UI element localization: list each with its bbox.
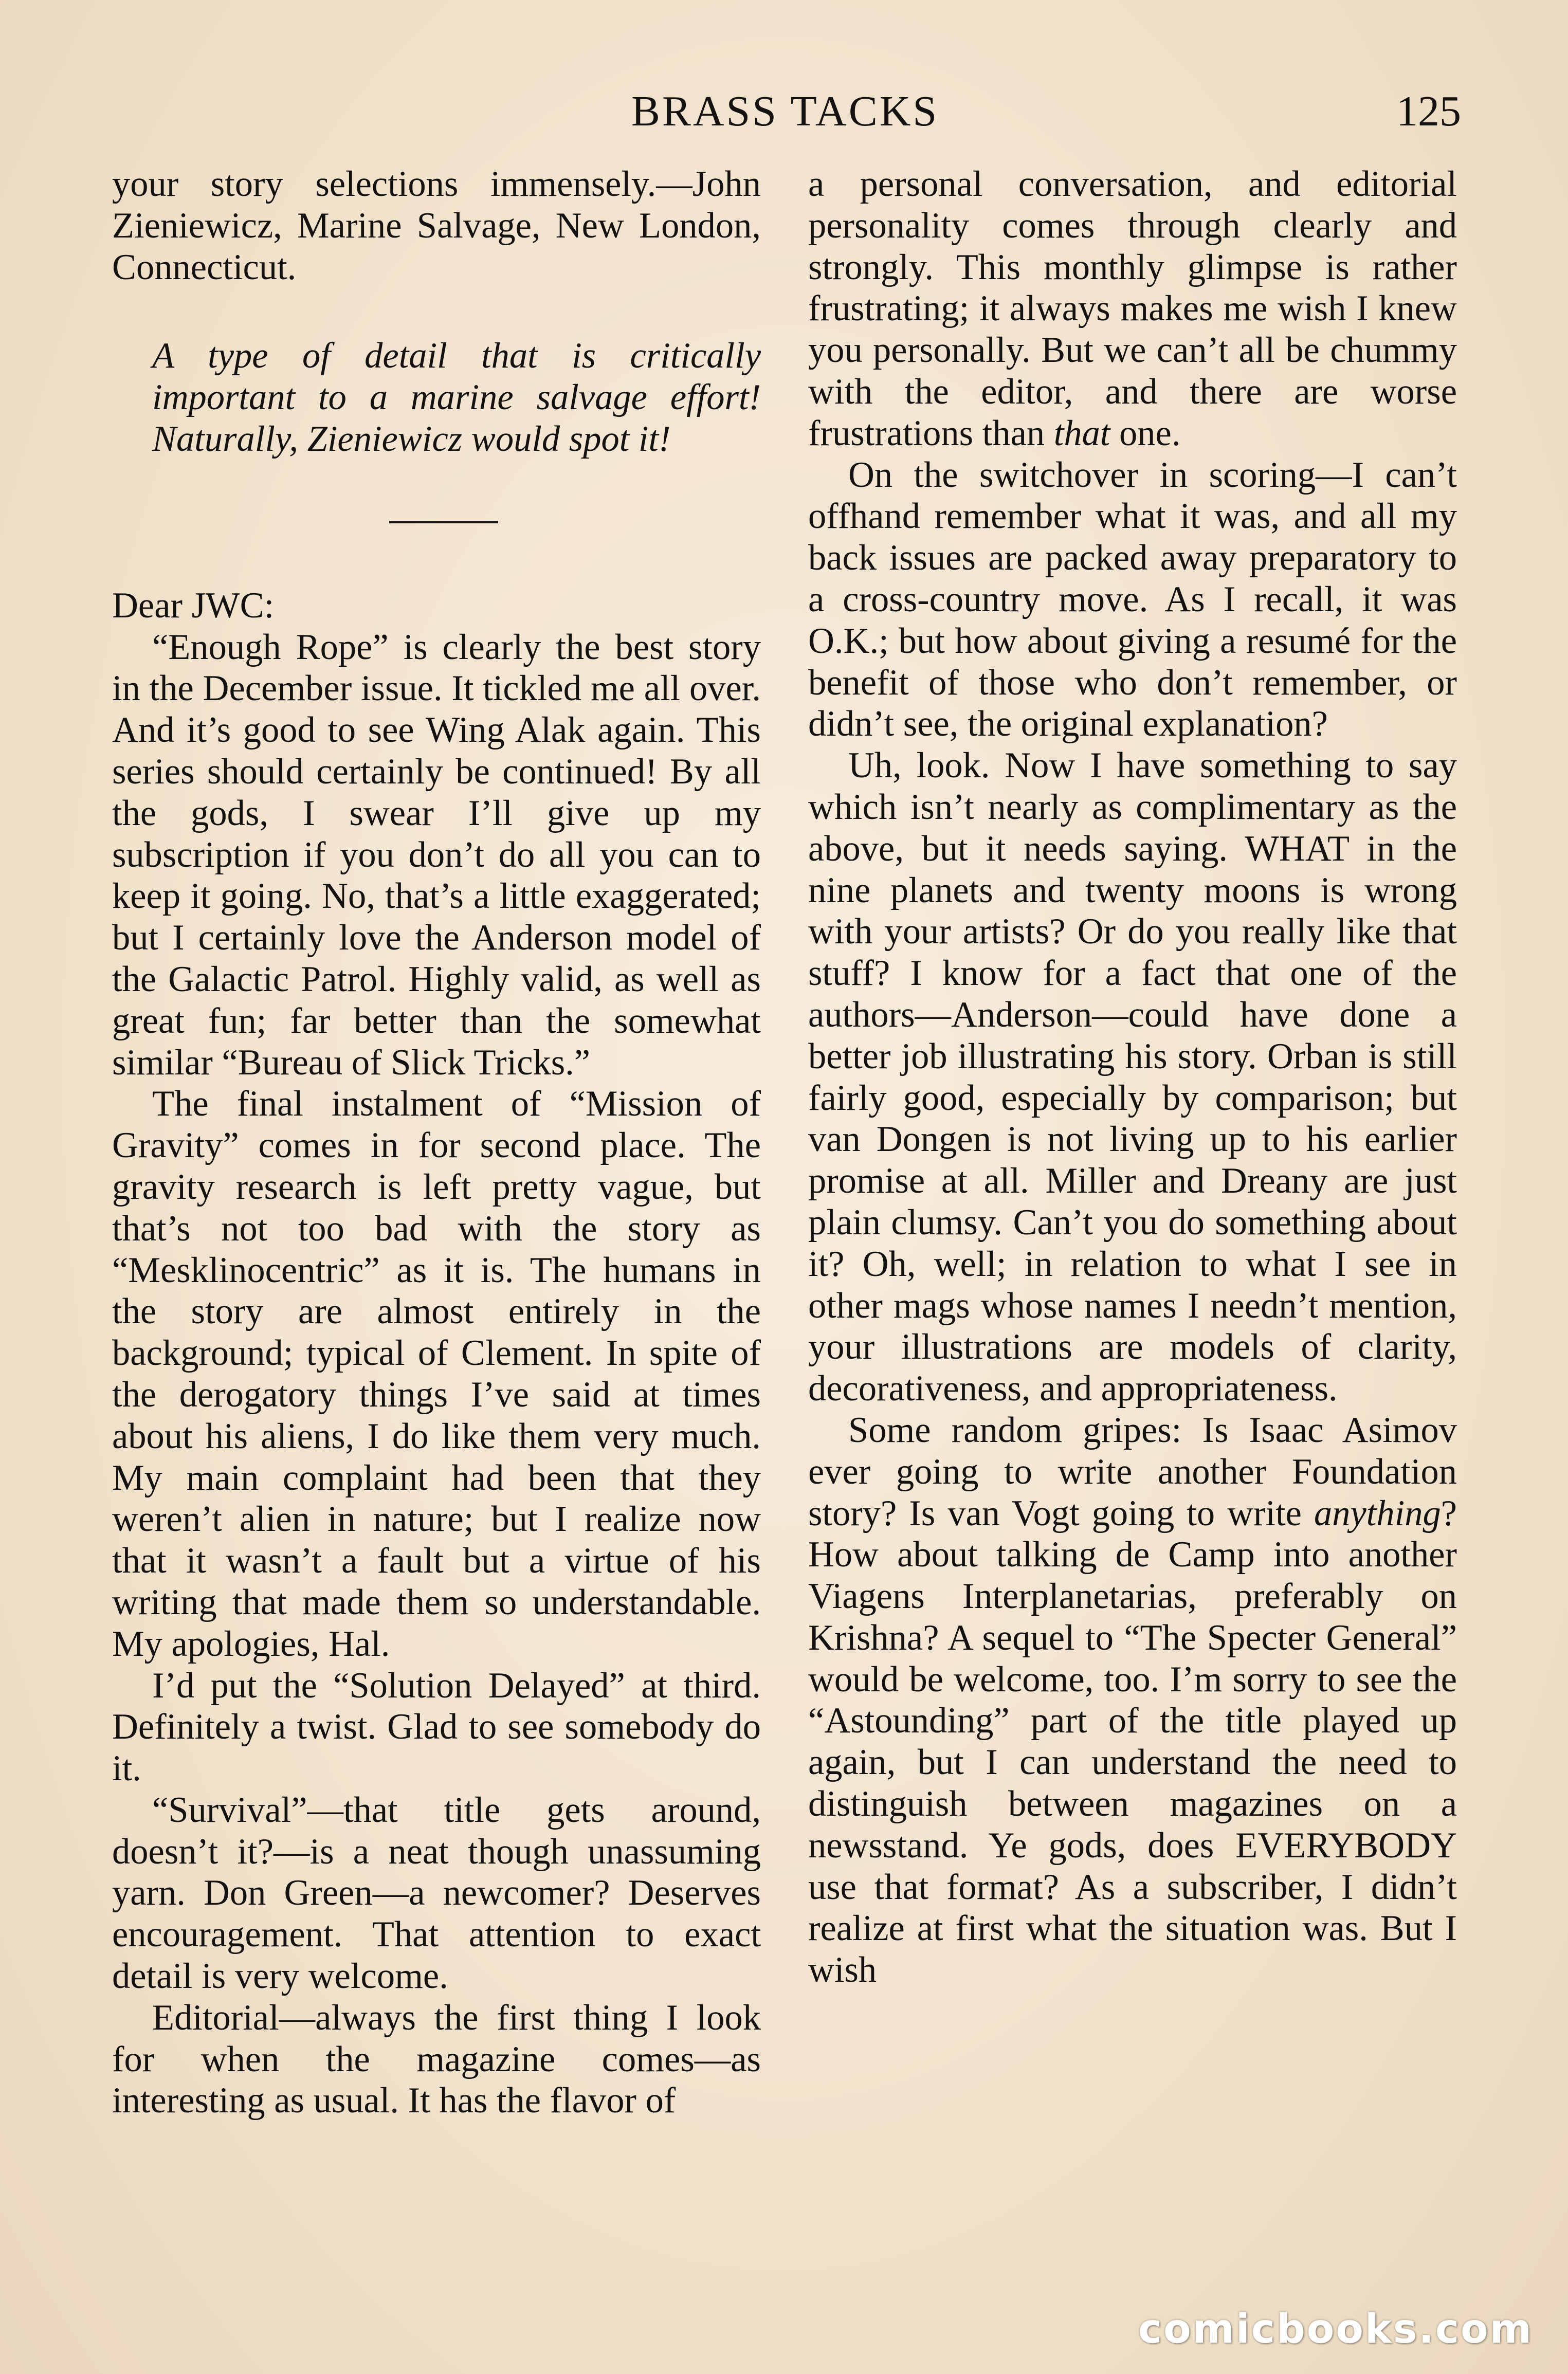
letter-paragraph: I’d put the “Solution Delayed” at third. Definitely a twist. Glad to see somebody do it. [112,1665,761,1789]
text-run: Some random gripes: Is Isaac Asimov ever going to write another Foundation story? Is van Vogt going to write [808,1410,1457,1533]
text-run: one. [1110,413,1181,453]
right-column [808,163,1457,1991]
text-run: ? How about talking de Camp into another Viagens Interplanetarias, preferably on Krishna? A sequel to “The Specter General” would be welcome, too. I’m sorry to see the “Astounding” part of the title played up again, but I can understand the need to distinguish between magazines on a newsstand. Ye gods, does EVERYBODY use that format? As a subscriber, I didn’t realize at first what the situation was. But I wish [808,1493,1457,1990]
left-column [112,163,761,2122]
site-watermark: comicbooks.com [1138,2306,1533,2352]
section-title: BRASS TACKS [631,87,939,135]
letter-paragraph: The final instalment of “Mission of Gravity” comes in for second place. The gravity research is left pretty vague, but that’s not too bad with the story as “Mesklinocentric” as it is. The humans in the story are almost entirely in the background; typical of Clement. In spite of the derogatory things I’ve said at times about his aliens, I do like them very much. My main complaint had been that they weren’t alien in nature; but I realize now that it wasn’t a fault but a virtue of his writing that made them so understandable. My apologies, Hal. [112,1084,761,1664]
letter-paragraph: On the switchover in scoring—I can’t offhand remember what it was, and all my back issues are packed away preparatory to a cross-country move. As I recall, it was O.K.; but how about giving a resumé for the benefit of those who don’t remember, or didn’t see, the original explanation? [808,454,1457,744]
editor-reply: A type of detail that is critically important to a marine salvage effort! Naturally, Zieniewicz would spot it! [152,336,761,459]
letter-paragraph: Editorial—always the first thing I look for when the magazine comes—as interesting as usual. It has the flavor of [112,1997,761,2121]
letter-paragraph: “Survival”—that title gets around, doesn’t it?—is a neat though unassuming yarn. Don Green—a newcomer? Deserves encouragement. That attention to exact detail is very welcome. [112,1789,761,1997]
letter-paragraph [808,163,1457,454]
page-number: 125 [1396,87,1461,135]
separator-rule [389,521,498,523]
running-header [109,86,1461,143]
text-run: a personal conversation, and editorial personality comes through clearly and strongly. This monthly glimpse is rather frustrating; it always makes me wish I knew you personally. But we can’t all be chummy with the editor, and there are worse frustrations than [808,164,1457,453]
letter-paragraph [808,1410,1457,1991]
salutation: Dear JWC: [112,585,275,626]
emphasis-text: anything [1314,1493,1441,1533]
letter-signoff-paragraph: your story selections immensely.—John Zieniewicz, Marine Salvage, New London, Connecticut. [112,164,761,287]
emphasis-text: that [1053,413,1110,453]
letter-paragraph: Uh, look. Now I have something to say which isn’t nearly as complimentary as the above, but it needs saying. WHAT in the nine planets and twenty moons is wrong with your artists? Or do you really like that stuff? I know for a fact that one of the authors—Anderson—could have done a better job illustrating his story. Orban is still fairly good, especially by comparison; but van Dongen is not living up to his earlier promise at all. Miller and Dreany are just plain clumsy. Can’t you do something about it? Oh, well; in relation to what I see in other mags whose names I needn’t mention, your illustrations are models of clarity, decorativeness, and appropriateness. [808,745,1457,1409]
letter-paragraph: “Enough Rope” is clearly the best story in the December issue. It tickled me all over. And it’s good to see Wing Alak again. This series should certainly be continued! By all the gods, I swear I’ll give up my subscription if you don’t do all you can to keep it going. No, that’s a little exaggerated; but I certainly love the Anderson model of the Galactic Patrol. Highly valid, as well as great fun; far better than the somewhat similar “Bureau of Slick Tricks.” [112,627,761,1083]
